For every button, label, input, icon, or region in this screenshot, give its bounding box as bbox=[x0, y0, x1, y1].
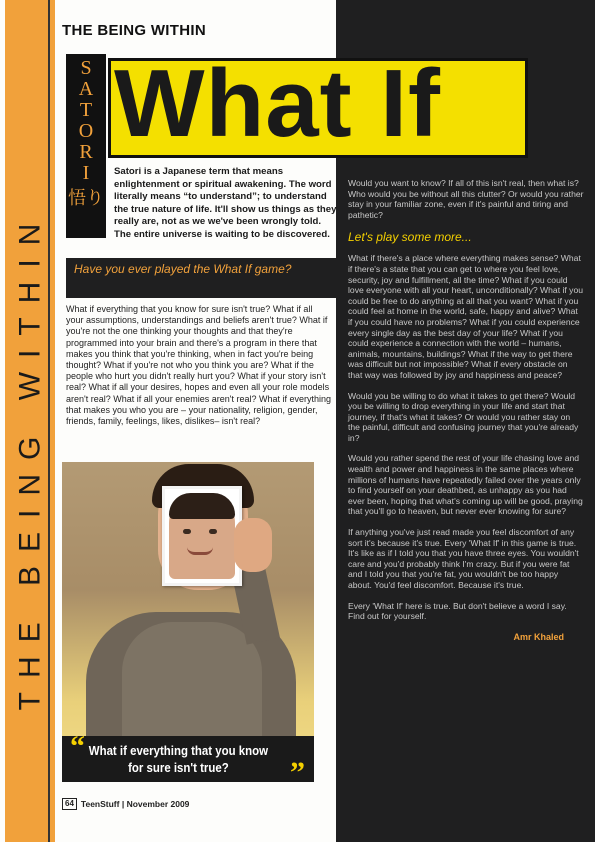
held-photo-eye bbox=[209, 529, 217, 534]
satori-letter: O bbox=[78, 120, 94, 142]
satori-vertical-box bbox=[66, 54, 106, 238]
held-photo-eye bbox=[183, 529, 191, 534]
held-photograph bbox=[162, 486, 242, 586]
left-body-text: What if everything that you know for sure isn't true? What if all your assumptions, understandings and beliefs aren't true? What if you're not the one thinking your thoughts and that they're programmed into your brain and there's a program in there that makes you think that you're thinking, when in fact you're being thought? What if you're not who you think you are? What if the people who hurt you didn't really hurt you? What if your story isn't real? What if all your desires, hopes and even all your role models aren't real? What if all your enemies aren't real? What if everything that makes you who you are – your nationality, religion, gender, friends, family, feelings, likes, dislikes– isn't real? bbox=[66, 304, 332, 427]
author-signature: Amr Khaled bbox=[513, 631, 564, 642]
satori-letter: S bbox=[80, 57, 92, 79]
photo-hand bbox=[234, 518, 272, 572]
right-paragraph: If anything you've just read made you feel discomfort of any sort it's because it's true. Every 'What If' in this game is true. It's like as if I told you that you have three eyes. You wouldn't care and you'd probably think I'm crazy. But if you were fat and I told you that you're fat, you wouldn't be too happy about. You'd feel discomfort. Because it's true. bbox=[348, 527, 579, 590]
lets-play-heading: Let's play some more... bbox=[348, 230, 472, 245]
page-number: 64 bbox=[62, 798, 77, 810]
satori-letter: A bbox=[78, 78, 94, 100]
right-paragraph: Would you be willing to do what it takes to get there? Would you be willing to drop everything in your life and start that journey, if that's what it takes? Or would you rather stay on the painful, difficult and confusing journey that you're already in? bbox=[348, 390, 579, 443]
right-paragraph: What if there's a place where everything makes sense? What if there's a state that you can get to where you feel love, security, joy and fulfillment, all the time? What if you could love everyone with all your heart, unconditionally? What if you could be free to do anything at all that you want? What if you could feel at home in the world, safe, happy and alive? What if you could have no problems? What if you could experience every single day as the best day of your life? What if you could experience a connection with the world – humans, animals, mountains, buildings? What if the way to get there was difficult but not impossible? What if every obstacle on that way was followed by joy and happiness and peace? bbox=[348, 253, 584, 380]
side-title bbox=[10, 160, 50, 760]
open-quote-icon: “ bbox=[70, 730, 85, 763]
held-photo-hair bbox=[169, 493, 235, 519]
satori-letter: T bbox=[79, 99, 93, 121]
close-quote-icon: ” bbox=[290, 756, 305, 789]
pull-quote: What if everything that you know for sure isn't true? bbox=[88, 743, 269, 775]
satori-letter: I bbox=[82, 162, 90, 184]
folio-text: TeenStuff | November 2009 bbox=[80, 799, 190, 809]
headline: What If bbox=[114, 50, 441, 157]
boy-photo bbox=[62, 462, 314, 782]
satori-kanji: 悟り bbox=[68, 188, 104, 209]
held-photo-mouth bbox=[187, 547, 213, 555]
right-paragraph: Would you want to know? If all of this isn't real, then what is? Who would you be without all this clutter? Or would you rather stay in your familiar zone, even if it's painful and tiring and pathetic? bbox=[348, 178, 584, 220]
satori-letter: R bbox=[79, 141, 93, 163]
section-label: THE BEING WITHIN bbox=[62, 22, 206, 39]
side-title-text: THE BEING WITHIN bbox=[13, 209, 47, 711]
question-heading: Have you ever played the What If game? bbox=[66, 258, 336, 298]
right-column bbox=[348, 178, 584, 642]
right-paragraph: Every 'What If' here is true. But don't believe a word I say. Find out for yourself. bbox=[348, 600, 567, 622]
intro-paragraph: Satori is a Japanese term that means enlightenment or spiritual awakening. The word literally means “to understand”; to understand the true nature of life. It'll show us things as they really are, not as we we've been wrongly told. The entire universe is waiting to be discovered. bbox=[114, 166, 337, 240]
folio bbox=[62, 798, 189, 810]
right-paragraph: Would you rather spend the rest of your life chasing love and wealth and power and happiness in the same places where millions of humans have repeatedly failed over the years only to find yourself on your deathbed, as unhappy as you had ever been, hoping that what's coming up will be good, praying that you'll go to heaven, but never ever knowing for sure? bbox=[348, 453, 583, 517]
